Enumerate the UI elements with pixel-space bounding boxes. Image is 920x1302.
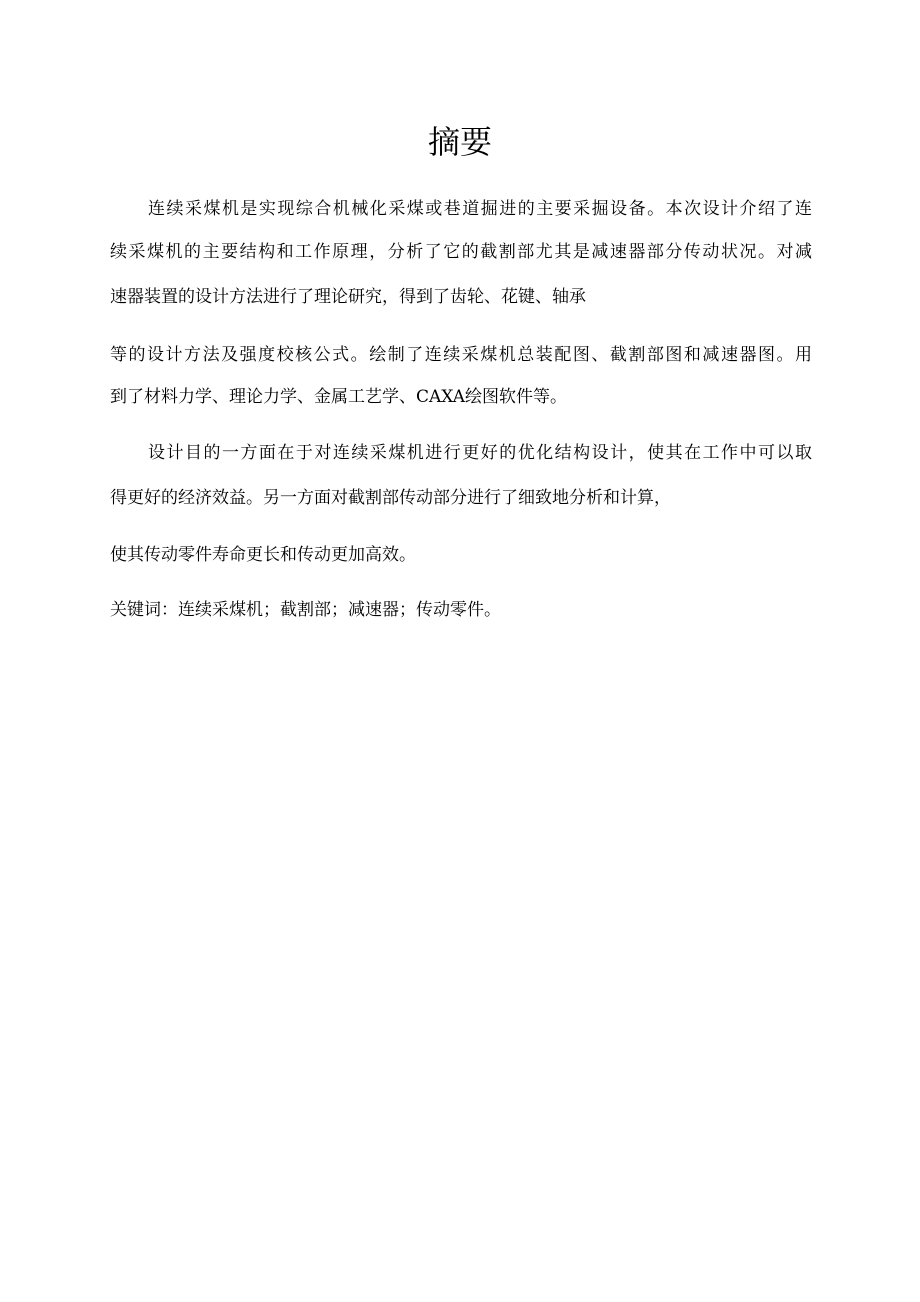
abstract-title: 摘要 bbox=[427, 123, 492, 161]
keywords-line: 关键词：连续采煤机；截割部；减速器；传动零件。 bbox=[110, 600, 501, 620]
paragraph-3-line-1: 设计目的一方面在于对连续采煤机进行更好的优化结构设计，使其在工作中可以取 bbox=[148, 443, 812, 463]
paragraph-2-line-2: 到了材料力学、理论力学、金属工艺学、CAXA绘图软件等。 bbox=[110, 387, 568, 407]
paragraph-2-line-1: 等的设计方法及强度校核公式。绘制了连续采煤机总装配图、截割部图和减速器图。用 bbox=[110, 345, 812, 365]
paragraph-1-line-2: 续采煤机的主要结构和工作原理，分析了它的截割部尤其是减速器部分传动状况。对减 bbox=[110, 242, 812, 262]
paragraph-4-line-1: 使其传动零件寿命更长和传动更加高效。 bbox=[110, 545, 416, 565]
paragraph-1-line-1: 连续采煤机是实现综合机械化采煤或巷道掘进的主要采掘设备。本次设计介绍了连 bbox=[148, 199, 812, 219]
paragraph-1-line-3: 速器装置的设计方法进行了理论研究，得到了齿轮、花键、轴承 bbox=[110, 287, 586, 307]
paragraph-3-line-2: 得更好的经济效益。另一方面对截割部传动部分进行了细致地分析和计算， bbox=[110, 488, 671, 508]
